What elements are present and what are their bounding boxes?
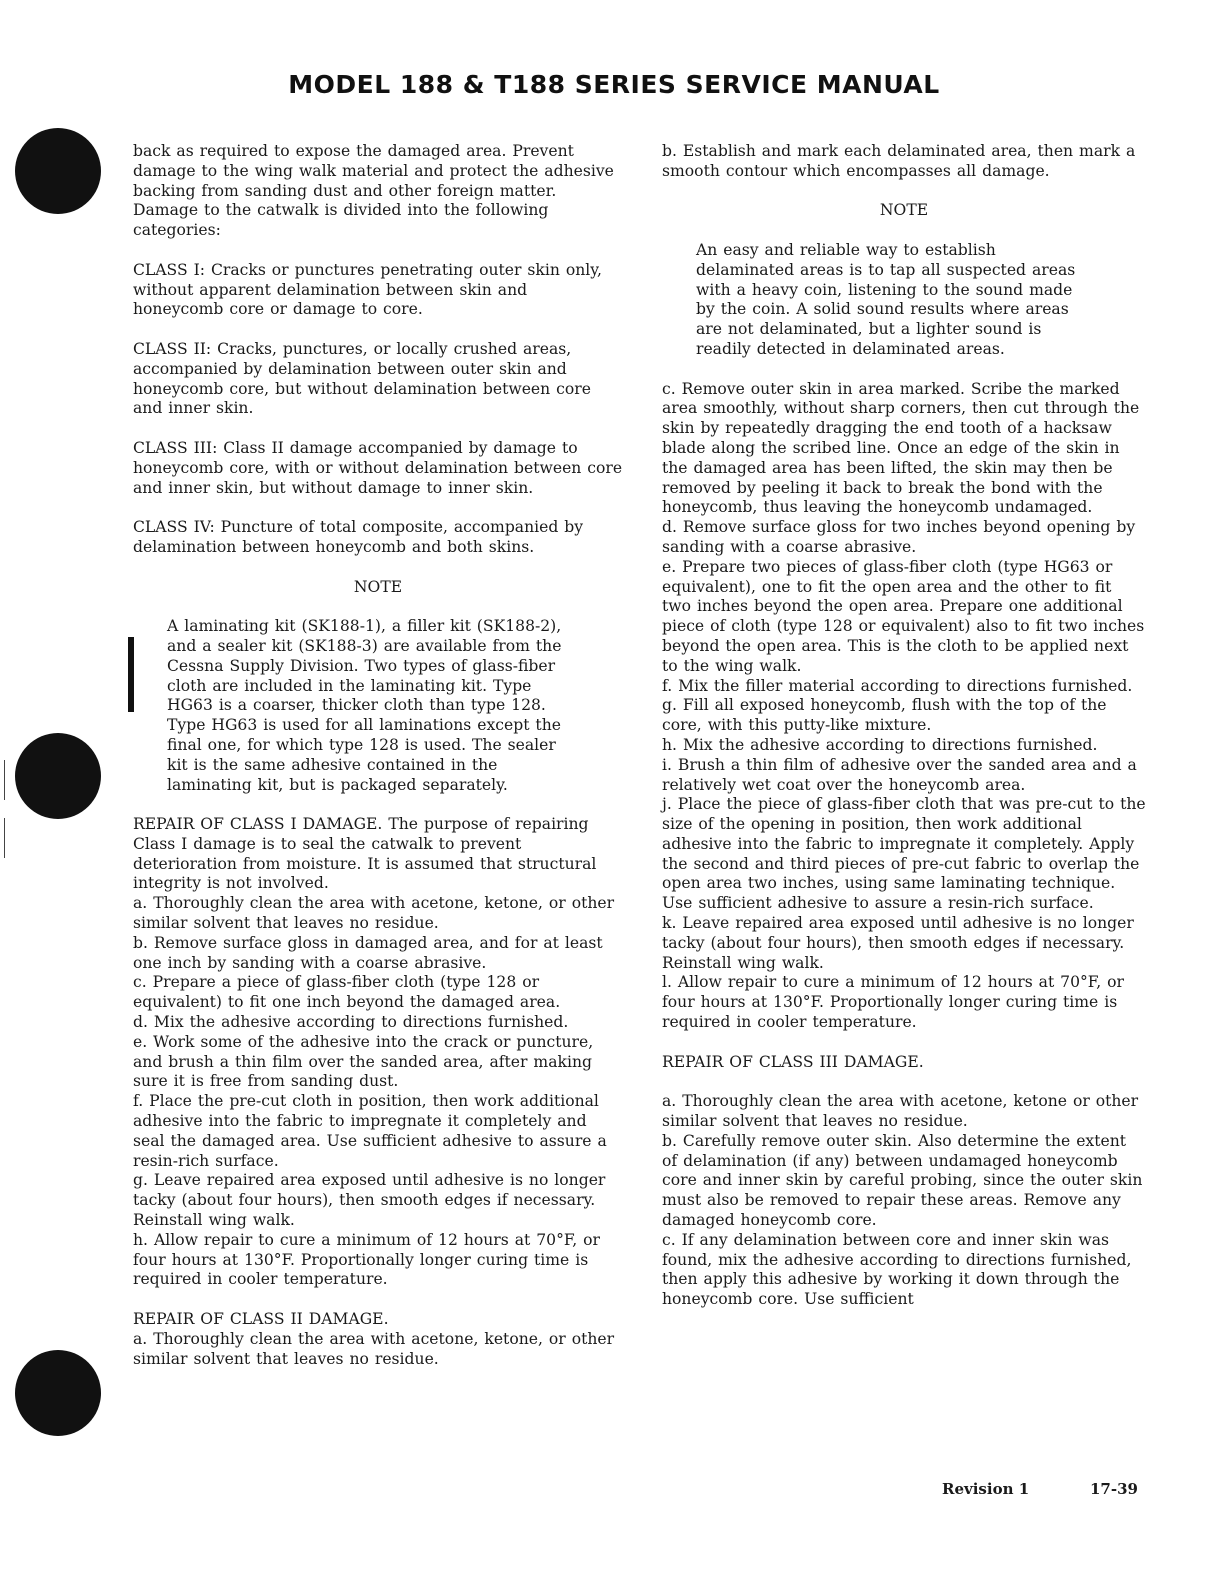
page-number: 17-39 [1090,1480,1138,1498]
list-item: a. Thoroughly clean the area with acetone, ketone, or other similar solvent that leaves no residue. [133,894,615,933]
list-item: j. Place the piece of glass-fiber cloth that was pre-cut to the size of the opening in position, then work additional adhesive into the fabric to impregnate it completely. Apply the second and third pieces of pre-cut fabric to overlap the open area two inches, using same laminating technique. Use sufficient adhesive to assure a resin-rich surface. [662,795,1146,913]
list-item: c. Prepare a piece of glass-fiber cloth (type 128 or equivalent) to fit one inch beyond the damaged area. [133,973,561,1012]
binder-hole-top [15,128,101,214]
list-item: i. Brush a thin film of adhesive over the sanded area and a relatively wet coat over the honeycomb area. [662,755,1137,794]
list-item: d. Mix the adhesive according to directions furnished. [133,1013,569,1032]
margin-tick [4,760,5,800]
binder-hole-bottom [15,1350,101,1436]
note-heading: NOTE [353,577,403,596]
binder-hole-middle [15,733,101,819]
list-item: l. Allow repair to cure a minimum of 12 hours at 70°F, or four hours at 130°F. Proportionally longer curing time is required in cooler temperature. [662,973,1124,1032]
revision-label: Revision 1 [942,1480,1030,1498]
list-item: h. Allow repair to cure a minimum of 12 hours at 70°F, or four hours at 130°F. Proportionally longer curing time is required in cooler temperature. [133,1230,601,1289]
list-item: g. Fill all exposed honeycomb, flush with the top of the core, with this putty-like mixture. [662,696,1107,735]
class-1-repair-intro: REPAIR OF CLASS I DAMAGE. The purpose of repairing Class I damage is to seal the catwalk to prevent deterioration from moisture. It is assumed that structural integrity is not involved. [133,815,597,893]
list-item: c. Remove outer skin in area marked. Scribe the marked area smoothly, without sharp corners, then cut through the skin by repeatedly dragging the end tooth of a hacksaw blade along the scribed line. Once an edge of the skin in the damaged area has been lifted, the skin may then be removed by peeling it back to break the bond with the honeycomb, thus leaving the honeycomb undamaged. [662,379,1140,517]
list-item: k. Leave repaired area exposed until adhesive is no longer tacky (about four hours), then smooth edges if necessary. Reinstall wing walk. [662,914,1134,972]
intro-paragraph: back as required to expose the damaged area. Prevent damage to the wing walk material and protect the adhesive backing from sanding dust and other foreign matter. Damage to the catwalk is divided into the following categories: [133,142,614,240]
list-item: g. Leave repaired area exposed until adhesive is no longer tacky (about four hours), then smooth edges if necessary. Reinstall wing walk. [133,1171,606,1230]
note-text: An easy and reliable way to establish delaminated areas is to tap all suspected areas with a heavy coin, listening to the sound made by the coin. A solid sound results where areas are not delaminated, but a lighter sound is readily detected in delaminated areas. [696,240,1076,358]
list-item: a. Thoroughly clean the area with acetone, ketone, or other similar solvent that leaves no residue. [133,1329,615,1368]
right-column [662,142,1146,1310]
note-text: A laminating kit (SK188-1), a filler kit (SK188-2), and a sealer kit (SK188-3) are available from the Cessna Supply Division. Two types of glass-fiber cloth are included in the laminating kit. Type HG63 is a coarser, thicker cloth than type 128. Type HG63 is used for all laminations except the final one, for which type 128 is used. The sealer kit is the same adhesive contained in the laminating kit, but is packaged separately. [167,617,562,794]
list-item: e. Work some of the adhesive into the crack or puncture, and brush a thin film over the sanded area, after making sure it is free from sanding dust. [133,1032,594,1091]
list-item: d. Remove surface gloss for two inches beyond opening by sanding with a coarse abrasive. [662,518,1136,556]
class-4-definition: CLASS IV: Puncture of total composite, accompanied by delamination between honeycomb and both skins. [133,518,584,556]
list-item: b. Carefully remove outer skin. Also determine the extent of delamination (if any) between undamaged honeycomb core and inner skin by careful probing, since the outer skin must also be removed to repair these areas. Remove any damaged honeycomb core. [662,1131,1143,1230]
list-item: c. If any delamination between core and inner skin was found, mix the adhesive according to directions furnished, then apply this adhesive by working it down through the honeycomb core. Use sufficient [662,1230,1132,1309]
list-item: h. Mix the adhesive according to directions furnished. [662,735,1098,754]
class-3-definition: CLASS III: Class II damage accompanied by damage to honeycomb core, with or without delamination between core and inner skin, but without damage to inner skin. [133,438,623,497]
list-item: f. Place the pre-cut cloth in position, then work additional adhesive into the fabric to impregnate it completely and seal the damaged area. Use sufficient adhesive to assure a resin-rich surface. [133,1092,607,1170]
class-2-repair-heading: REPAIR OF CLASS II DAMAGE. [133,1310,389,1329]
left-column [133,142,623,1369]
margin-tick [4,818,5,858]
list-item: e. Prepare two pieces of glass-fiber cloth (type HG63 or equivalent), one to fit the open area and the other to fit two inches beyond the open area. Prepare one additional piece of cloth (type 128 or equivalent) also to fit two inches beyond the open area. This is the cloth to be applied next to the wing walk. [662,557,1145,675]
list-item: b. Establish and mark each delaminated area, then mark a smooth contour which encompasses all damage. [662,142,1136,180]
page-title: MODEL 188 & T188 SERIES SERVICE MANUAL [288,70,940,99]
list-item: a. Thoroughly clean the area with acetone, ketone or other similar solvent that leaves no residue. [662,1092,1139,1131]
class-2-definition: CLASS II: Cracks, punctures, or locally crushed areas, accompanied by delamination between outer skin and honeycomb core, but without delamination between core and inner skin. [133,339,591,418]
list-item: f. Mix the filler material according to directions furnished. [662,676,1133,695]
class-3-repair-heading: REPAIR OF CLASS III DAMAGE. [662,1052,924,1071]
list-item: b. Remove surface gloss in damaged area, and for at least one inch by sanding with a coarse abrasive. [133,933,603,972]
class-1-definition: CLASS I: Cracks or punctures penetrating outer skin only, without apparent delamination between skin and honeycomb core or damage to core. [133,260,602,319]
note-heading: NOTE [879,201,929,220]
